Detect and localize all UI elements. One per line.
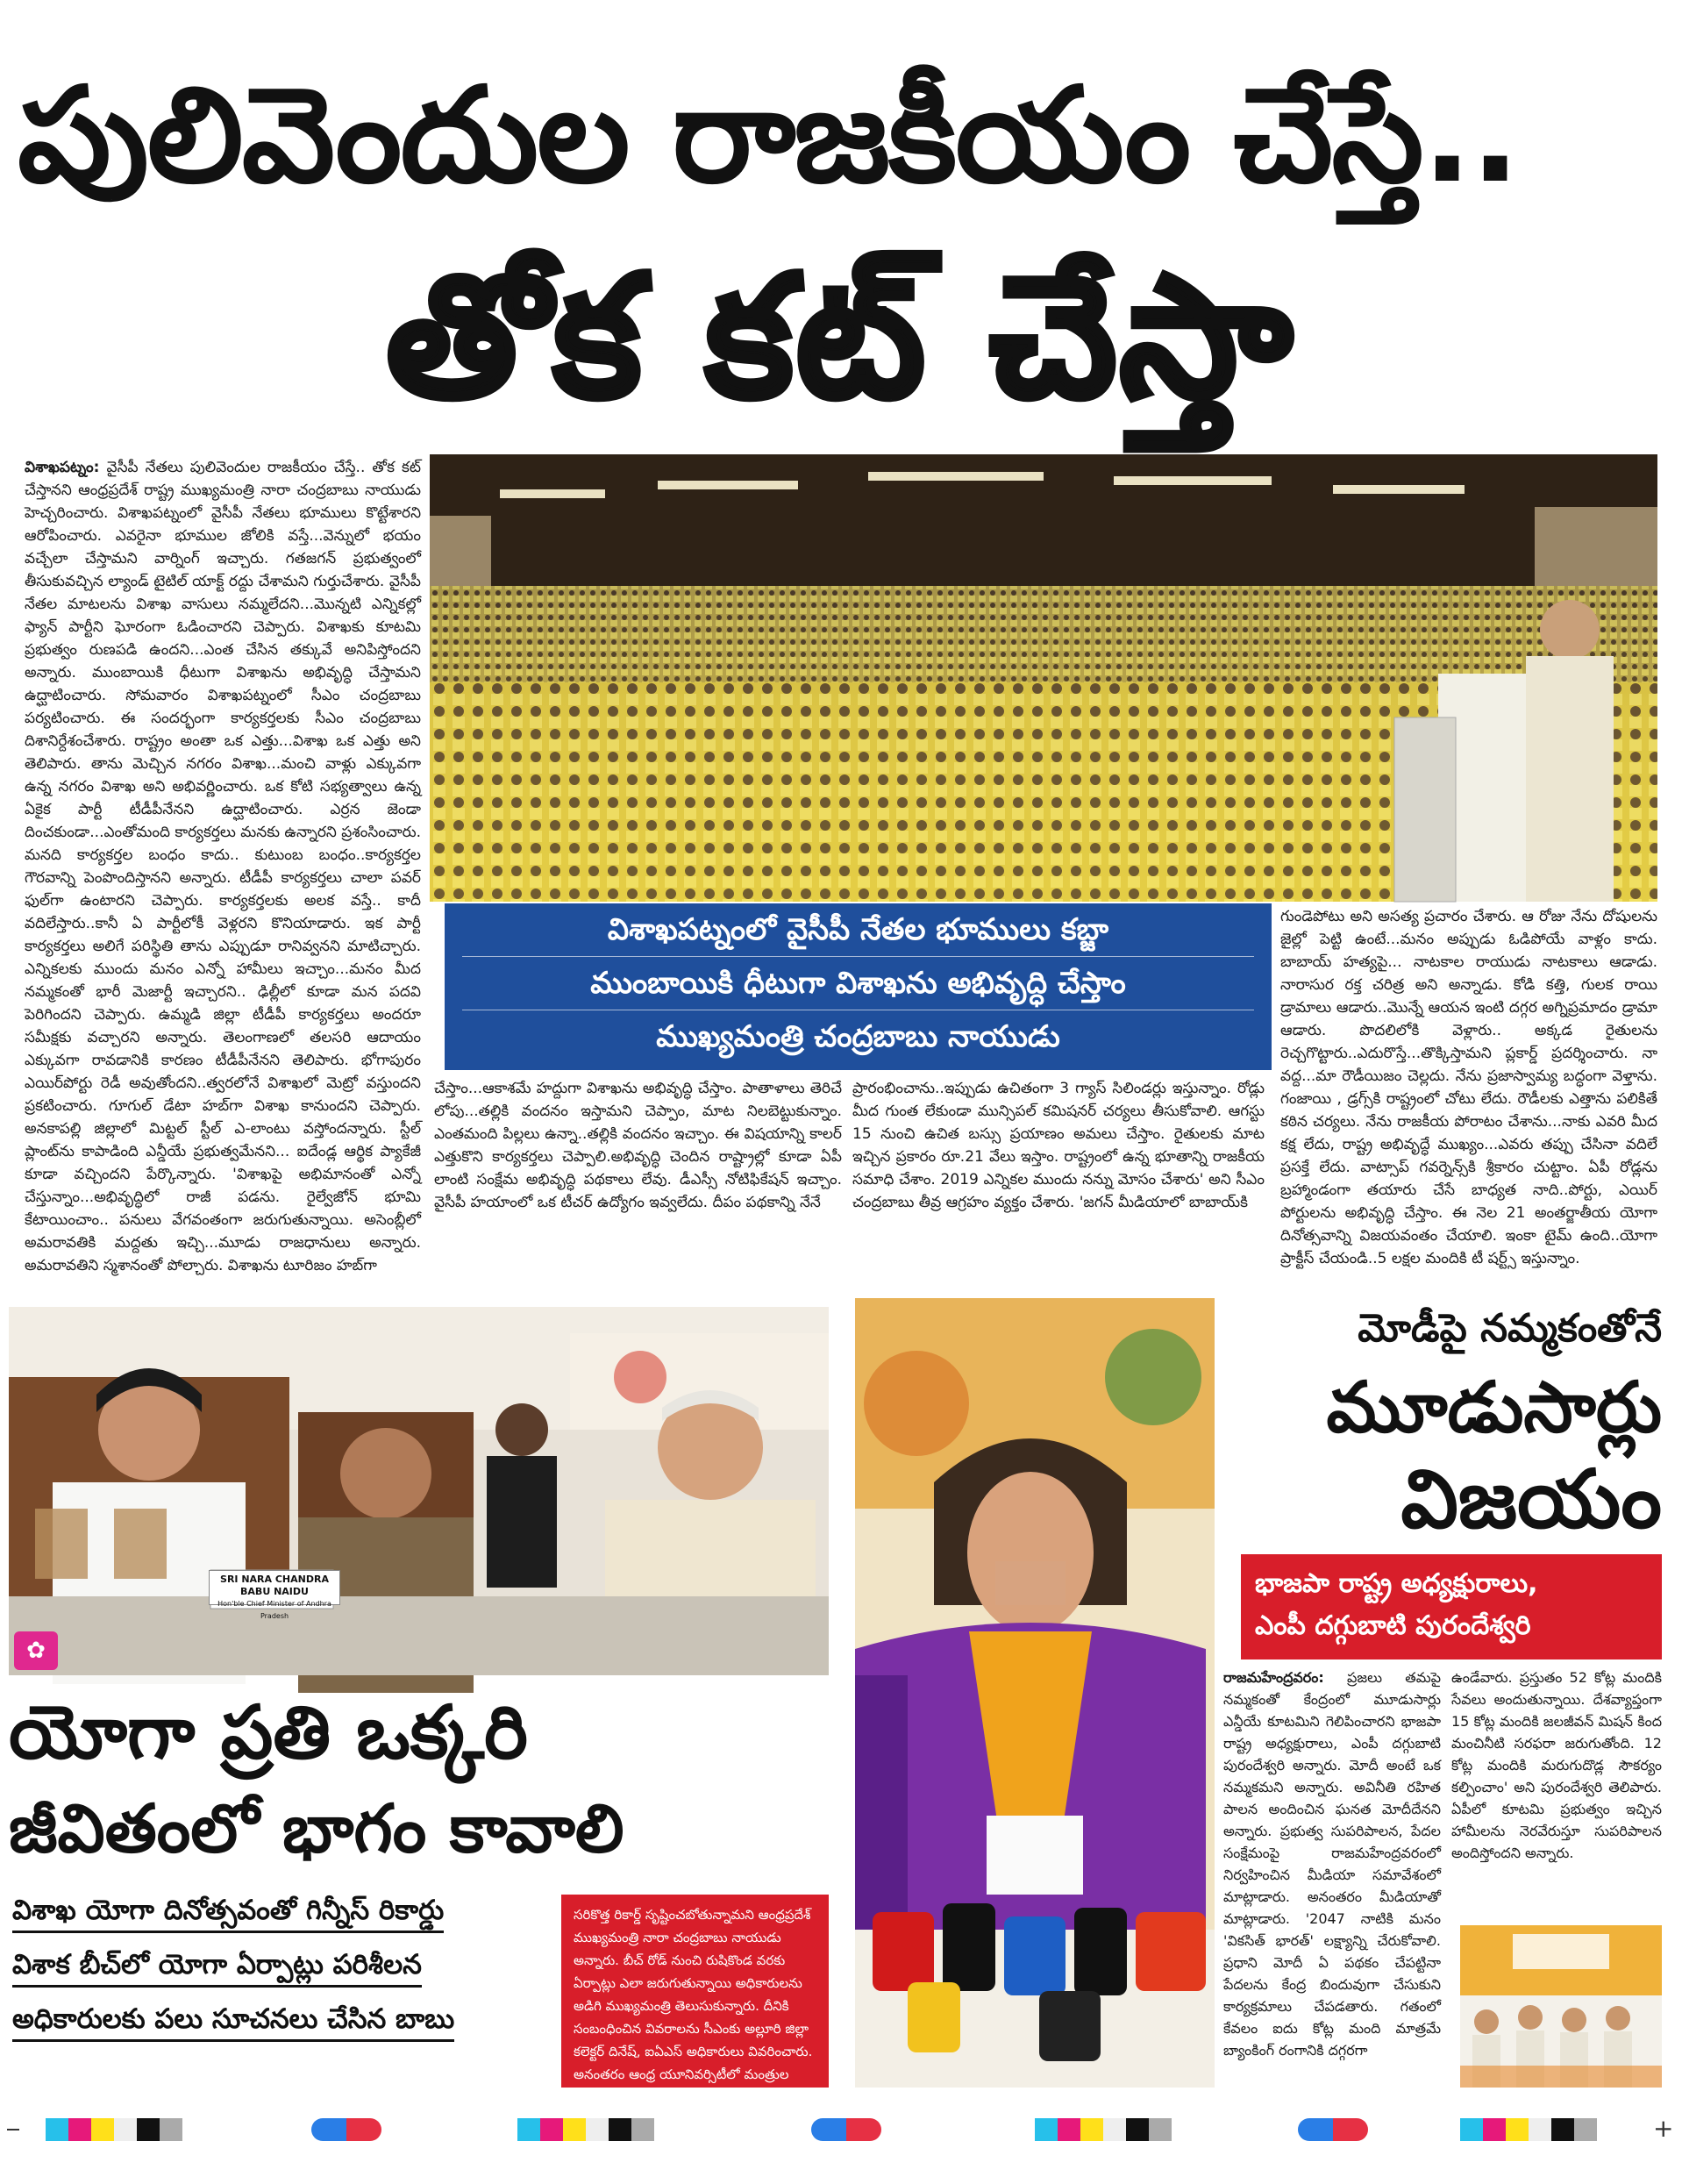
print-registration-strip (0, 2109, 1682, 2184)
headline-line-2: తోక కట్ చేస్తా (386, 240, 1295, 434)
lead-photo-conference-hall (430, 454, 1657, 902)
yoga-subheads (12, 1890, 556, 2053)
yoga-headline-line-1: యోగా ప్రతి ఒక్కరి (9, 1689, 528, 1775)
bjp-body-1: ప్రజలు తమపై నమ్మకంతో కేంద్రంలో మూడుసార్లు ఎన్డీయే కూటమిని గెలిపించారని భాజపా రాష్ట్ర అధ్యక్షురాలు, ఎంపీ దగ్గుబాటి పురందేశ్వరి అన్నారు. మోదీ అంటే ఒక నమ్మకమని అన్నారు. అవినీతి రహిత పాలన అందించిన ఘనత మోదీదేనని అన్నారు. ప్రభుత్వ సుపరిపాలన, పేదల సంక్షేమంపై రాజమహేంద్రవరంలో నిర్వహించిన మీడియా సమావేశంలో మాట్లాడారు. అనంతరం మీడియాతో మాట్లాడారు. '2047 నాటికి మనం 'వికసిత్ భారత్' లక్ష్యాన్ని చేరుకోవాలి. ప్రధాని మోదీ ఏ పథకం చేపట్టినా పేదలను కేంద్ర బిందువుగా చేసుకుని కార్యక్రమాలు చేపడతారు. గతంలో కేవలం ఐదు కోట్ల మంది మాత్రమే బ్యాంకింగ్ రంగానికి దగ్గరగా (1223, 1669, 1441, 2059)
nameplate-subtext: Hon'ble Chief Minister of Andhra Pradesh (217, 1600, 331, 1620)
yoga-caption-box: సరికొత్త రికార్డ్ సృష్టించబోతున్నామని ఆంధ్రప్రదేశ్ ముఖ్యమంత్రి నారా చంద్రబాబు నాయుడు అన్నారు. బీచ్ రోడ్ నుంచి రుషికొండ వరకు ఏర్పాట్లు ఎలా జరుగుతున్నాయి అధికారులను అడిగి ముఖ్యమంత్రి తెలుసుకున్నారు. దీనికి సంబంధించిన వివరాలను సీఎంకు అల్లూరి జిల్లా కలెక్టర్ దినేష్, ఐఏఎస్ అధికారులు వివరించారు. అనంతరం ఆంధ్ర యూనివర్సిటీలో మంత్రుల కమిటీ, అధికారులతో ముఖ్యమంత్రి సమీక్షా (561, 1895, 829, 2088)
lead-highlights-box (445, 903, 1272, 1070)
yoga-subhead-3: అధికారులకు పలు సూచనలు చేసిన బాబు (12, 1999, 454, 2042)
color-bar-1 (46, 2118, 182, 2145)
nameplate (209, 1570, 340, 1620)
bjp-byline-line-1: భాజపా రాష్ట్ర అధ్యక్షురాలు, (1255, 1568, 1538, 1599)
lead-story-column-2: చేస్తాం...ఆకాశమే హద్దుగా విశాఖను అభివృద్ధి చేస్తాం. పాతాళాలు తెరిచే లోపు...తల్లికి వందనం ఇస్తామని చెప్పాం, మాట నిలబెట్టుకున్నాం. ఎంతమంది పిల్లలు ఉన్నా..తల్లికి వందనం ఇచ్చాం. ఈ విషయాన్ని కాలర్ ఎత్తుకొని కార్యకర్తలు చెప్పాలి.అభివృద్ధి చెందిన రాష్ట్రాల్లో కూడా ఏపీ లాంటి సంక్షేమ అభివృద్ధి పథకాలు లేవు. డీఎస్సీ నోటిఫికేషన్ ఇచ్చాం. వైసీపీ హయాంలో ఒక టీచర్ ఉద్యోగం ఇవ్వలేదు. దీపం పథకాన్ని నేనే (434, 1080, 842, 1211)
registration-cross-icon: + (1653, 2114, 1674, 2143)
yoga-meeting-photo (9, 1307, 829, 1675)
bjp-dateline: రాజమహేంద్రవరం: (1223, 1669, 1324, 1686)
lead-dateline: విశాఖపట్నం: (25, 459, 100, 476)
highlight-3: ముఖ్యమంత్రి చంద్రబాబు నాయుడు (656, 1019, 1060, 1054)
bjp-headline-line-2: విజయం (1400, 1452, 1662, 1546)
highlight-1: విశాఖపట్నంలో వైసీపీ నేతల భూములు కబ్జా (462, 903, 1254, 957)
lead-body-1: వైసీపీ నేతలు పులివెందుల రాజకీయం చేస్తే.. తోక కట్ చేస్తానని ఆంధ్రప్రదేశ్ రాష్ట్ర ముఖ్యమంత్రి నారా చంద్రబాబు నాయుడు హెచ్చరించారు. విశాఖపట్నంలో వైసీపీ నేతలు భూములు కొట్టేశారని ఆరోపించారు. ఎవరైనా భూముల జోలికి వస్తే...వెన్నులో భయం వచ్చేలా చేస్తామని వార్నింగ్ ఇచ్చారు. గతజగన్ ప్రభుత్వంలో తీసుకువచ్చిన ల్యాండ్ టైటిల్ యాక్ట్ రద్దు చేశామని గుర్తుచేశారు. వైసీపీ నేతల మాటలను విశాఖ వాసులు నమ్మలేదని...మొన్నటి ఎన్నికల్లో ఫ్యాన్ పార్టీని ఘోరంగా ఓడించారని చెప్పారు. విశాఖకు కూటమి ప్రభుత్వం రుణపడి ఉందని...ఎంత చేసిన తక్కువే అనిపిస్తోందని అన్నారు. ముంబాయికి ధీటుగా విశాఖను అభివృద్ధి చేస్తామని ఉద్ఘాటించారు. సోమవారం విశాఖపట్నంలో సీఎం చంద్రబాబు పర్యటించారు. ఈ సందర్భంగా కార్యకర్తలకు సీఎం చంద్రబాబు దిశానిర్దేశంచేశారు. రాష్ట్రం అంతా ఒక ఎత్తు...విశాఖ ఒక ఎత్తు అని తెలిపారు. తాను మెచ్చిన నగరం విశాఖ...మంచి వాళ్లు ఎక్కువగా ఉన్న నగరం విశాఖ అని అభివర్ణించారు. ఒక కోటి సభ్యత్వాలు ఉన్న ఏకైక పార్టీ టీడీపీనేనని ఉద్ఘాటించారు. ఎర్రన జెండా దించకుండా...ఎంతోమంది కార్యకర్తలు మనకు ఉన్నారని ప్రశంసించారు. మనది కార్యకర్తల బంధం కాదు.. కుటుంబ బంధం..కార్యకర్తల గౌరవాన్ని పెంపొందిస్తానని అన్నారు. టీడీపీ కార్యకర్తలు చాలా పవర్ ఫుల్‌గా ఉంటారని చెప్పారు. కార్యకర్తలకు అలక వస్తే.. కాదీ వదిలేస్తారు..కానీ ఏ పార్టీలోకీ వెళ్లరని కొనియాడారు. ఇక పార్టీ కార్యకర్తలు అలిగే పరిస్థితి తాను ఎప్పుడూ రానివ్వనని మాటిచ్చారు. ఎన్నికలకు ముందు మనం ఎన్నో హామీలు ఇచ్చాం...మనం మీద నమ్మకంతో భారీ మెజార్టీ ఇచ్చారని.. ఢిల్లీలో కూడా మన పదవి పెరిగిందని చెప్పారు. ఉమ్మడి జిల్లా టీడీపీ కార్యకర్తలు అందరూ సమీక్షకు వచ్చారని అన్నారు. తెలంగాణలో తలసరి ఆదాయం ఎక్కువగా రావడానికి కారణం టీడీపీనేనని తెలిపారు. భోగాపురం ఎయిర్‌పోర్టు రెడీ అవుతోందని..త్వరలోనే విశాఖలో మెట్రో వస్తుందని ప్రకటించారు. గూగుల్ డేటా హబ్‌గా విశాఖ కానుందని చెప్పారు. అనకాపల్లి జిల్లాలో మిట్టల్ స్టీల్ ఎ-లాంటు వస్తోందన్నారు. స్టీల్ ప్లాంట్‌ను కాపాడింది ఎన్డీయే ప్రభుత్వమేనని... ఐదేండ్ల ఆర్థిక ప్యాకేజీ కూడా వచ్చిందని పేర్కొన్నారు. 'విశాఖపై అభిమానంతో ఎన్నో చేస్తున్నాం...అభివృద్ధిలో రాజీ పడను. రైల్వేజోన్ భూమి కేటాయించాం.. పనులు వేగవంతంగా జరుగుతున్నాయి. అసెంబ్లీలో అమరావతికి మద్దతు ఇచ్చి...మూడు రాజధానులు అన్నారు. అమరావతిని స్మశానంతో పోల్చారు. విశాఖను టూరిజం హబ్‌గా (25, 459, 422, 1274)
purandeswari-press-photo (855, 1298, 1215, 2088)
bjp-inset-photo (1460, 1925, 1662, 2088)
lead-story-column-4: గుండెపోటు అని అసత్య ప్రచారం చేశారు. ఆ రోజు నేను దోషులను జైల్లో పెట్టి ఉంటే...మనం అప్పుడు ఓడిపోయే వాళ్లం కాదు. బాబాయ్ హత్యపై... నాటకాల రాయుడు నాటకాలు ఆడాడు. నారాసుర రక్త చరిత్ర అని అన్నాడు. కోడి కత్తి, గులక రాయి డ్రామాలు ఆడారు..మొన్నే ఆయన ఇంటి దగ్గర అగ్నిప్రమాదం డ్రామా ఆడారు. పొదలిలోకి వెళ్లారు.. అక్కడ రైతులను రెచ్చగొట్టారు..ఎదురొస్తే...తొక్కిస్తామని ప్లకార్డ్ ప్రదర్శించారు. నా వద్ద...మా రౌడీయిజం చెల్లదు. నేను ప్రజాస్వామ్య బద్ధంగా వెళ్తాను. గంజాయి , డ్రగ్స్‌కి రాష్ట్రంలో చోటు లేదు. రౌడీలకు ఎత్తాను పలికితే కఠిన చర్యలు. నేను రాజకీయ పోరాటం చేశాను...నాకు ఎవరి మీద కక్ష లేదు, రాష్ట్ర అభివృద్ధే ముఖ్యం...ఎవరు తప్పు చేసినా వదిలే ప్రసక్తే లేదు. వాట్సాప్ గవర్నెన్స్‌కి శ్రీకారం చుట్టాం. ఏపీ రోడ్లను బ్రహ్మాండంగా తయారు చేసే బాధ్యత నాది..పోర్టు, ఎయిర్ పోర్టులను అభివృద్ధి చేస్తాం. ఈ నెల 21 అంతర్జాతీయ యోగా దినోత్సవాన్ని విజయవంతం చేయాలి. ఇంకా టైమ్ ఉంది..యోగా ప్రాక్టీస్ చేయండి..5 లక్షల మందికి టీ షర్ట్స్ ఇస్తున్నాం. (1280, 908, 1657, 1267)
bjp-story-column-2: ఉండేవారు. ప్రస్తుతం 52 కోట్ల మందికి సేవలు అందుతున్నాయి. దేశవ్యాప్తంగా 15 కోట్ల మందికి జలజీవన్ మిషన్ కింద మంచినీటి సరఫరా జరుగుతోంది. 12 కోట్ల మందికి మరుగుదొడ్ల సౌకర్యం కల్పించాం' అని పురందేశ్వరి తెలిపారు. ఏపీలో కూటమి ప్రభుత్వం ఇచ్చిన హామీలను నెరవేరుస్తూ సుపరిపాలన అందిస్తోందని అన్నారు. (1451, 1669, 1662, 1861)
nameplate-text: SRI NARA CHANDRA BABU NAIDU (220, 1574, 329, 1597)
bjp-kicker: మోడీపై నమ్మకంతోనే (1358, 1306, 1662, 1351)
color-bar-3 (1035, 2118, 1172, 2145)
headline-line-1: పులివెందుల రాజకీయం చేస్తే.. (18, 60, 1519, 212)
crop-mark-icon (7, 2129, 19, 2130)
color-bar-4 (1460, 2118, 1597, 2145)
yoga-subhead-1: విశాఖ యోగా దినోత్సవంతో గిన్నీస్ రికార్డు (12, 1890, 444, 1933)
yoga-subhead-2: విశాక బీచ్‌లో యోగా ఏర్పాట్లు పరిశీలన (12, 1945, 422, 1988)
bjp-byline-band (1241, 1554, 1662, 1659)
color-pill-2 (811, 2118, 881, 2145)
color-pill-3 (1298, 2118, 1368, 2145)
lead-story-column-1 (25, 456, 422, 1274)
bjp-headline-line-1: మూడుసార్లు (1326, 1367, 1662, 1448)
yoga-headline-line-2: జీవితంలో భాగం కావాలి (9, 1789, 624, 1867)
bjp-story-column-1 (1223, 1667, 1441, 2088)
lead-story-column-3: ప్రారంభించాను..ఇప్పుడు ఉచితంగా 3 గ్యాస్ సిలిండర్లు ఇస్తున్నాం. రోడ్లు మీద గుంత లేకుండా మున్సిపల్ కమిషనర్ చర్యలు తీసుకోవాలి. ఆగస్టు 15 నుంచి ఉచిత బస్సు ప్రయాణం అమలు చేస్తాం. రైతులకు మాట ఇచ్చిన ప్రకారం రూ.21 వేలు ఇస్తాం. రాష్ట్రంలో ఉన్న భూతాన్ని రాజకీయ సమాధి చేశాం. 2019 ఎన్నికల ముందు నన్ను మోసం చేశారు' అని సీఎం చంద్రబాబు తీవ్ర ఆగ్రహం వ్యక్తం చేశారు. 'జగన్ మీడియాలో బాబాయ్‌కి (852, 1080, 1265, 1211)
eenadu-badge-icon: ✿ (14, 1631, 58, 1670)
bjp-byline-line-2: ఎంపీ దగ్గుబాటి పురందేశ్వరి (1255, 1610, 1531, 1641)
highlight-2: ముంబాయికి ధీటుగా విశాఖను అభివృద్ధి చేస్తాం (462, 957, 1254, 1010)
color-pill-1 (311, 2118, 381, 2145)
color-bar-2 (517, 2118, 654, 2145)
